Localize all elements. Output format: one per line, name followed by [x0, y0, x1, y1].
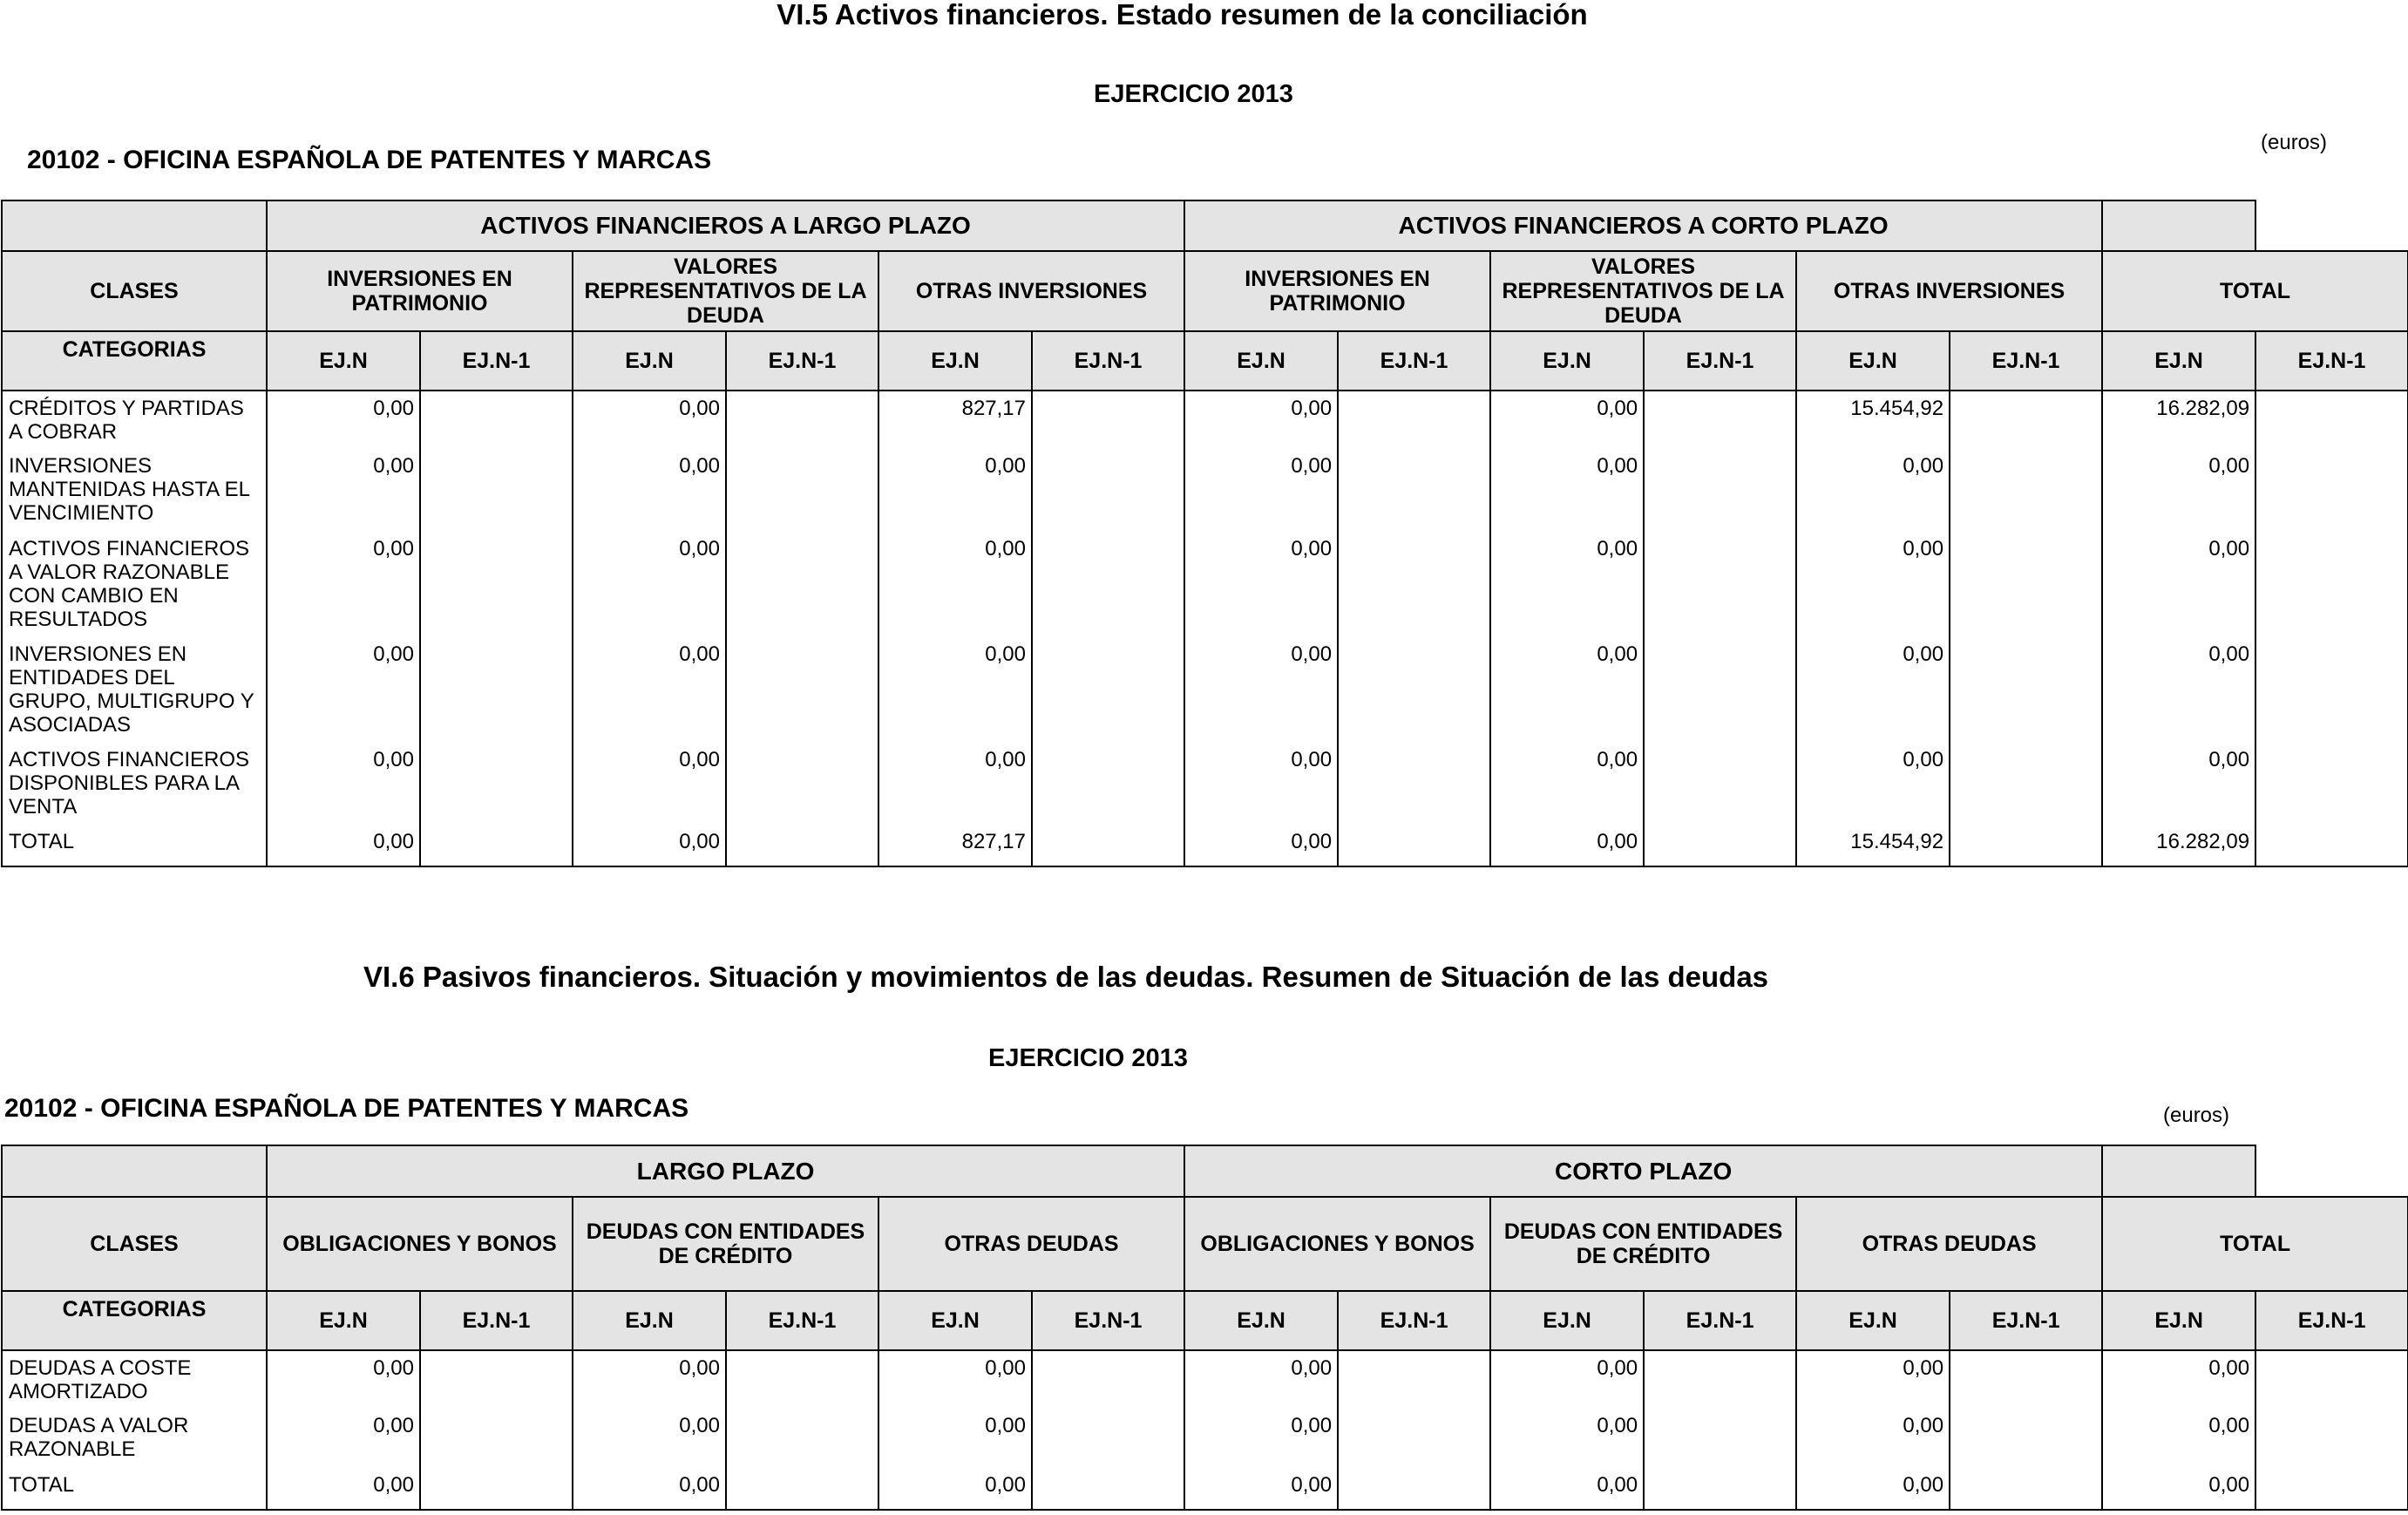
value-cell: 0,00: [573, 1409, 726, 1468]
section2-entity: 20102 - OFICINA ESPAÑOLA DE PATENTES Y MARCAS: [4, 1094, 689, 1123]
period-header: EJ.N-1: [1950, 1291, 2102, 1350]
value-cell: 0,00: [1184, 1350, 1338, 1409]
period-header: EJ.N-1: [1032, 1291, 1184, 1350]
value-cell: [726, 743, 878, 825]
period-header: EJ.N-1: [726, 1291, 878, 1350]
clases-header: CLASES: [2, 251, 267, 331]
period-header: EJ.N-1: [1338, 1291, 1490, 1350]
value-cell: 0,00: [267, 532, 420, 637]
categorias-header: CATEGORIAS: [2, 1291, 267, 1350]
header-blank-cell: [2102, 1145, 2255, 1197]
value-cell: [2255, 743, 2408, 825]
period-header: EJ.N: [2102, 1291, 2255, 1350]
value-cell: 0,00: [1490, 743, 1644, 825]
value-cell: 0,00: [573, 449, 726, 532]
row-label: ACTIVOS FINANCIEROS A VALOR RAZONABLE CON CAMBIO EN RESULTADOS: [2, 532, 267, 637]
row-label: CRÉDITOS Y PARTIDAS A COBRAR: [2, 391, 267, 449]
col-header-lp-otras-inversiones: OTRAS INVERSIONES: [878, 251, 1184, 331]
value-cell: [420, 825, 573, 866]
period-header: EJ.N-1: [726, 331, 878, 391]
value-cell: [1032, 637, 1184, 743]
value-cell: 0,00: [1796, 1409, 1950, 1468]
value-cell: 0,00: [1184, 449, 1338, 532]
col-header-lp-deudas-entidades-credito: DEUDAS CON ENTIDADES DE CRÉDITO: [573, 1197, 878, 1291]
row-label: INVERSIONES EN ENTIDADES DEL GRUPO, MULTIGRUPO Y ASOCIADAS: [2, 637, 267, 743]
table-row: [2, 449, 2408, 532]
value-cell: [1644, 391, 1796, 449]
value-cell: 0,00: [1796, 637, 1950, 743]
value-cell: 0,00: [1184, 391, 1338, 449]
value-cell: [2255, 637, 2408, 743]
col-header-cp-otras-deudas: OTRAS DEUDAS: [1796, 1197, 2102, 1291]
value-cell: [1644, 1350, 1796, 1409]
financial-liabilities-table: [1, 1145, 2408, 1511]
value-cell: 0,00: [267, 391, 420, 449]
value-cell: [1338, 637, 1490, 743]
value-cell: 0,00: [573, 391, 726, 449]
value-cell: [1950, 449, 2102, 532]
period-header: EJ.N-1: [1032, 331, 1184, 391]
value-cell: [1338, 391, 1490, 449]
value-cell: [1644, 1468, 1796, 1510]
value-cell: [1644, 532, 1796, 637]
value-cell: 0,00: [1796, 449, 1950, 532]
value-cell: 0,00: [1490, 1468, 1644, 1510]
value-cell: 0,00: [1490, 825, 1644, 866]
value-cell: [1032, 743, 1184, 825]
categorias-header: CATEGORIAS: [2, 331, 267, 391]
value-cell: [726, 825, 878, 866]
value-cell: [1032, 449, 1184, 532]
value-cell: [420, 532, 573, 637]
value-cell: 0,00: [2102, 1409, 2255, 1468]
value-cell: [1950, 1468, 2102, 1510]
value-cell: [1950, 1409, 2102, 1468]
value-cell: [1338, 825, 1490, 866]
value-cell: 0,00: [267, 449, 420, 532]
period-header: EJ.N-1: [420, 331, 573, 391]
table-row: [2, 1409, 2408, 1468]
value-cell: 0,00: [878, 637, 1032, 743]
value-cell: 0,00: [878, 1468, 1032, 1510]
value-cell: [1644, 449, 1796, 532]
value-cell: 0,00: [1490, 1350, 1644, 1409]
value-cell: [1338, 449, 1490, 532]
period-header: EJ.N: [573, 1291, 726, 1350]
value-cell: 0,00: [2102, 449, 2255, 532]
value-cell: [1338, 1350, 1490, 1409]
value-cell: [1950, 391, 2102, 449]
period-header: EJ.N: [1796, 331, 1950, 391]
value-cell: 0,00: [573, 1468, 726, 1510]
period-header: EJ.N: [573, 331, 726, 391]
period-header: EJ.N-1: [420, 1291, 573, 1350]
period-header: EJ.N: [267, 331, 420, 391]
value-cell: 0,00: [1184, 532, 1338, 637]
section2-exercise: EJERCICIO 2013: [988, 1044, 1188, 1072]
col-header-cp-inversiones-patrimonio: INVERSIONES EN PATRIMONIO: [1184, 251, 1490, 331]
value-cell: [2255, 391, 2408, 449]
value-cell: 0,00: [573, 532, 726, 637]
group-header-long-term: ACTIVOS FINANCIEROS A LARGO PLAZO: [267, 200, 1184, 251]
value-cell: [726, 449, 878, 532]
value-cell: 0,00: [878, 532, 1032, 637]
value-cell: 0,00: [267, 743, 420, 825]
value-cell: 0,00: [1490, 637, 1644, 743]
period-header: EJ.N: [1490, 331, 1644, 391]
period-header: EJ.N: [878, 1291, 1032, 1350]
value-cell: 0,00: [1796, 743, 1950, 825]
value-cell: [2255, 1409, 2408, 1468]
value-cell: [1950, 825, 2102, 866]
value-cell: 0,00: [267, 825, 420, 866]
value-cell: 15.454,92: [1796, 825, 1950, 866]
value-cell: 0,00: [2102, 1350, 2255, 1409]
value-cell: [420, 1409, 573, 1468]
group-header-short-term: ACTIVOS FINANCIEROS A CORTO PLAZO: [1184, 200, 2102, 251]
section1-title: VI.5 Activos financieros. Estado resumen de la conciliación: [777, 0, 1588, 31]
value-cell: [1644, 825, 1796, 866]
value-cell: [2255, 825, 2408, 866]
value-cell: [420, 391, 573, 449]
value-cell: [420, 743, 573, 825]
section1-entity: 20102 - OFICINA ESPAÑOLA DE PATENTES Y MARCAS: [27, 146, 712, 174]
value-cell: 0,00: [2102, 743, 2255, 825]
value-cell: [2255, 532, 2408, 637]
value-cell: 0,00: [267, 637, 420, 743]
value-cell: 0,00: [2102, 637, 2255, 743]
financial-assets-table: [1, 200, 2408, 867]
value-cell: 0,00: [267, 1409, 420, 1468]
value-cell: [1950, 1350, 2102, 1409]
value-cell: 0,00: [878, 1409, 1032, 1468]
header-blank-cell: [2102, 200, 2255, 251]
value-cell: [1644, 743, 1796, 825]
table-row: [2, 743, 2408, 825]
value-cell: [2255, 1350, 2408, 1409]
value-cell: 15.454,92: [1796, 391, 1950, 449]
period-header: EJ.N: [2102, 331, 2255, 391]
value-cell: [420, 1350, 573, 1409]
value-cell: 0,00: [573, 637, 726, 743]
value-cell: [1032, 1409, 1184, 1468]
value-cell: [1644, 1409, 1796, 1468]
value-cell: [1338, 743, 1490, 825]
period-header: EJ.N-1: [1338, 331, 1490, 391]
value-cell: [1950, 743, 2102, 825]
value-cell: 0,00: [1184, 637, 1338, 743]
col-header-lp-valores-deuda: VALORES REPRESENTATIVOS DE LA DEUDA: [573, 251, 878, 331]
period-header: EJ.N: [267, 1291, 420, 1350]
value-cell: 0,00: [573, 1350, 726, 1409]
period-header: EJ.N: [878, 331, 1032, 391]
value-cell: [1950, 532, 2102, 637]
value-cell: [726, 637, 878, 743]
clases-header: CLASES: [2, 1197, 267, 1291]
value-cell: 0,00: [1184, 743, 1338, 825]
value-cell: [726, 1350, 878, 1409]
value-cell: 0,00: [1184, 825, 1338, 866]
value-cell: 0,00: [878, 1350, 1032, 1409]
period-header: EJ.N-1: [2255, 1291, 2408, 1350]
row-label: TOTAL: [2, 1468, 267, 1510]
value-cell: 0,00: [1490, 449, 1644, 532]
value-cell: 16.282,09: [2102, 391, 2255, 449]
value-cell: [1032, 825, 1184, 866]
col-header-total: TOTAL: [2102, 251, 2408, 331]
value-cell: 0,00: [267, 1468, 420, 1510]
section2-title: VI.6 Pasivos financieros. Situación y movimientos de las deudas. Resumen de Situación de las deudas: [363, 961, 1769, 993]
header-blank-cell: [2, 200, 267, 251]
row-label: INVERSIONES MANTENIDAS HASTA EL VENCIMIENTO: [2, 449, 267, 532]
value-cell: [1032, 391, 1184, 449]
period-header: EJ.N: [1184, 1291, 1338, 1350]
value-cell: 0,00: [573, 743, 726, 825]
value-cell: 827,17: [878, 391, 1032, 449]
period-header: EJ.N-1: [1644, 331, 1796, 391]
value-cell: 0,00: [2102, 532, 2255, 637]
value-cell: [1338, 1468, 1490, 1510]
table-row: [2, 1468, 2408, 1510]
value-cell: 827,17: [878, 825, 1032, 866]
section2-unit: (euros): [2163, 1104, 2230, 1127]
header-blank-cell: [2, 1145, 267, 1197]
value-cell: 0,00: [1490, 1409, 1644, 1468]
col-header-lp-obligaciones-bonos: OBLIGACIONES Y BONOS: [267, 1197, 573, 1291]
value-cell: 0,00: [573, 825, 726, 866]
value-cell: [726, 391, 878, 449]
period-header: EJ.N-1: [2255, 331, 2408, 391]
table-row: [2, 637, 2408, 743]
value-cell: 0,00: [1796, 532, 1950, 637]
period-header: EJ.N: [1796, 1291, 1950, 1350]
table-row: [2, 825, 2408, 866]
value-cell: 0,00: [2102, 1468, 2255, 1510]
row-label: DEUDAS A COSTE AMORTIZADO: [2, 1350, 267, 1409]
col-header-total: TOTAL: [2102, 1197, 2408, 1291]
row-label: TOTAL: [2, 825, 267, 866]
value-cell: 0,00: [878, 743, 1032, 825]
value-cell: 0,00: [878, 449, 1032, 532]
value-cell: [1032, 532, 1184, 637]
value-cell: [1338, 1409, 1490, 1468]
table-row: [2, 1350, 2408, 1409]
value-cell: [726, 1468, 878, 1510]
value-cell: [1338, 532, 1490, 637]
value-cell: [2255, 449, 2408, 532]
value-cell: [420, 449, 573, 532]
value-cell: [420, 1468, 573, 1510]
table-row: [2, 391, 2408, 449]
col-header-cp-deudas-entidades-credito: DEUDAS CON ENTIDADES DE CRÉDITO: [1490, 1197, 1796, 1291]
value-cell: 0,00: [1490, 532, 1644, 637]
value-cell: 16.282,09: [2102, 825, 2255, 866]
value-cell: 0,00: [1184, 1409, 1338, 1468]
value-cell: 0,00: [1490, 391, 1644, 449]
value-cell: [726, 1409, 878, 1468]
value-cell: 0,00: [1796, 1468, 1950, 1510]
value-cell: [1032, 1468, 1184, 1510]
row-label: ACTIVOS FINANCIEROS DISPONIBLES PARA LA VENTA: [2, 743, 267, 825]
col-header-cp-otras-inversiones: OTRAS INVERSIONES: [1796, 251, 2102, 331]
value-cell: [1032, 1350, 1184, 1409]
value-cell: [1644, 637, 1796, 743]
period-header: EJ.N: [1184, 331, 1338, 391]
value-cell: [726, 532, 878, 637]
col-header-cp-obligaciones-bonos: OBLIGACIONES Y BONOS: [1184, 1197, 1490, 1291]
table-row: [2, 532, 2408, 637]
value-cell: [1950, 637, 2102, 743]
period-header: EJ.N-1: [1644, 1291, 1796, 1350]
section1-exercise: EJERCICIO 2013: [1094, 80, 1293, 108]
section1-unit: (euros): [2261, 131, 2328, 154]
period-header: EJ.N: [1490, 1291, 1644, 1350]
value-cell: 0,00: [1184, 1468, 1338, 1510]
col-header-lp-otras-deudas: OTRAS DEUDAS: [878, 1197, 1184, 1291]
col-header-cp-valores-deuda: VALORES REPRESENTATIVOS DE LA DEUDA: [1490, 251, 1796, 331]
row-label: DEUDAS A VALOR RAZONABLE: [2, 1409, 267, 1468]
value-cell: [2255, 1468, 2408, 1510]
period-header: EJ.N-1: [1950, 331, 2102, 391]
value-cell: 0,00: [1796, 1350, 1950, 1409]
group-header-long-term: LARGO PLAZO: [267, 1145, 1184, 1197]
value-cell: 0,00: [267, 1350, 420, 1409]
value-cell: [420, 637, 573, 743]
group-header-short-term: CORTO PLAZO: [1184, 1145, 2102, 1197]
col-header-lp-inversiones-patrimonio: INVERSIONES EN PATRIMONIO: [267, 251, 573, 331]
